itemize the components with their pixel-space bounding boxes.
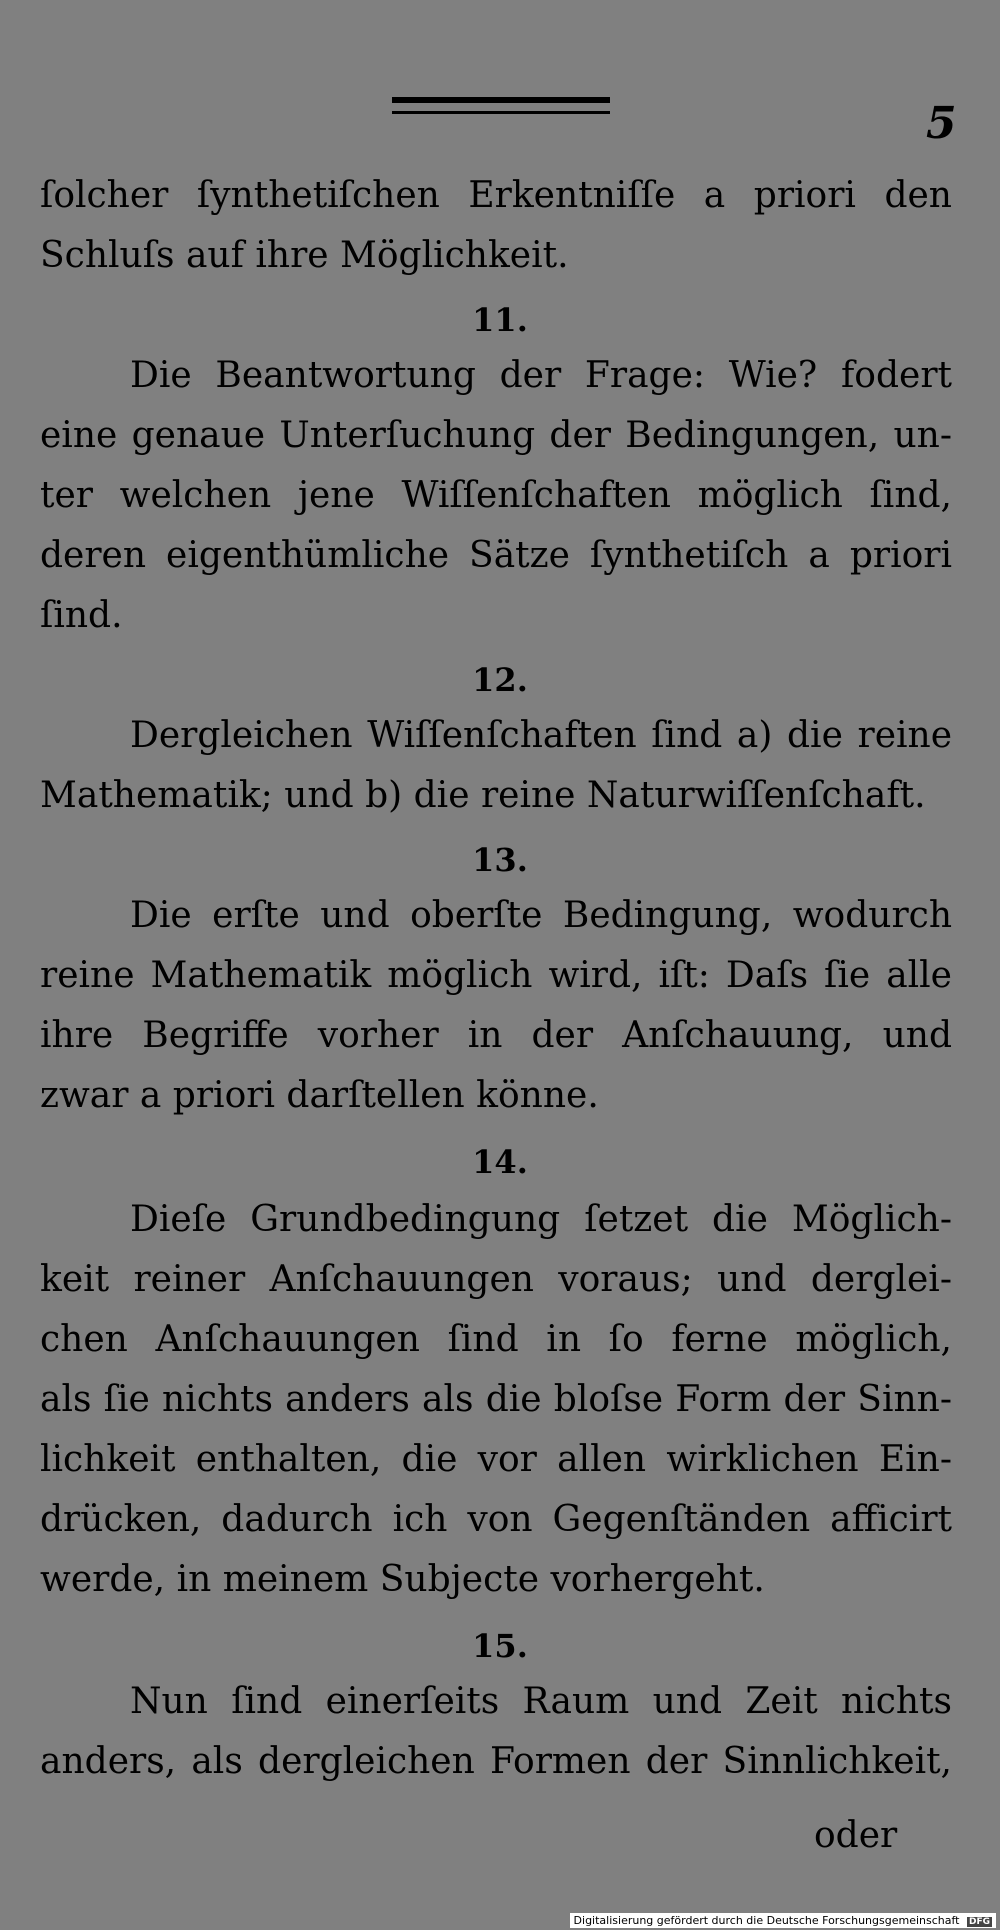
text-line: eine genaue Unterſuchung der Bedingungen, un-	[40, 415, 952, 456]
digitization-footer	[570, 1913, 996, 1928]
page-number: 5	[926, 98, 957, 149]
text-line: deren eigenthümliche Sätze ſynthetiſch a priori	[40, 535, 952, 576]
catchword: oder	[814, 1815, 898, 1856]
section-number: 11.	[472, 301, 528, 339]
text-line: chen Anſchauungen ſind in ſo ferne möglich,	[40, 1319, 952, 1360]
footer-text: Digitalisierung gefördert durch die Deutsche Forschungsgemeinschaft	[573, 1914, 960, 1927]
text-line: reine Mathematik möglich wird, iſt: Daſs ſie alle	[40, 955, 952, 996]
text-line: Schluſs auf ihre Möglichkeit.	[40, 235, 569, 276]
text-line: drücken, dadurch ich von Gegenſtänden afficirt	[40, 1499, 952, 1540]
text-line: zwar a priori darſtellen könne.	[40, 1075, 599, 1116]
text-line: keit reiner Anſchauungen voraus; und derglei-	[40, 1259, 952, 1300]
header-rule-thick	[392, 97, 610, 103]
text-line: ſolcher ſynthetiſchen Erkentniſſe a priori den	[40, 175, 952, 216]
text-line: ter welchen jene Wiſſenſchaften möglich ſind,	[40, 475, 952, 516]
section-number: 14.	[472, 1143, 528, 1181]
text-line: Nun ſind einerſeits Raum und Zeit nichts	[130, 1681, 952, 1722]
text-line: Dieſe Grundbedingung ſetzet die Möglich-	[130, 1199, 952, 1240]
section-number: 12.	[472, 661, 528, 699]
section-number: 13.	[472, 841, 528, 879]
text-line: werde, in meinem Subjecte vorhergeht.	[40, 1559, 765, 1600]
header-rule-thin	[392, 111, 610, 114]
text-line: anders, als dergleichen Formen der Sinnlichkeit,	[40, 1741, 952, 1782]
text-line: Die erſte und oberſte Bedingung, wodurch	[130, 895, 952, 936]
text-line: Die Beantwortung der Frage: Wie? fodert	[130, 355, 952, 396]
text-line: lichkeit enthalten, die vor allen wirklichen Ein-	[40, 1439, 952, 1480]
text-line: ihre Begriffe vorher in der Anſchauung, und	[40, 1015, 952, 1056]
text-line: als ſie nichts anders als die bloſse Form der Sinn-	[40, 1379, 952, 1420]
text-line: ſind.	[40, 595, 123, 636]
text-line: Dergleichen Wiſſenſchaften ſind a) die reine	[130, 715, 952, 756]
dfg-logo-icon: DFG	[968, 1917, 990, 1927]
text-line: Mathematik; und b) die reine Naturwiſſenſchaft.	[40, 775, 926, 816]
section-number: 15.	[472, 1627, 528, 1665]
